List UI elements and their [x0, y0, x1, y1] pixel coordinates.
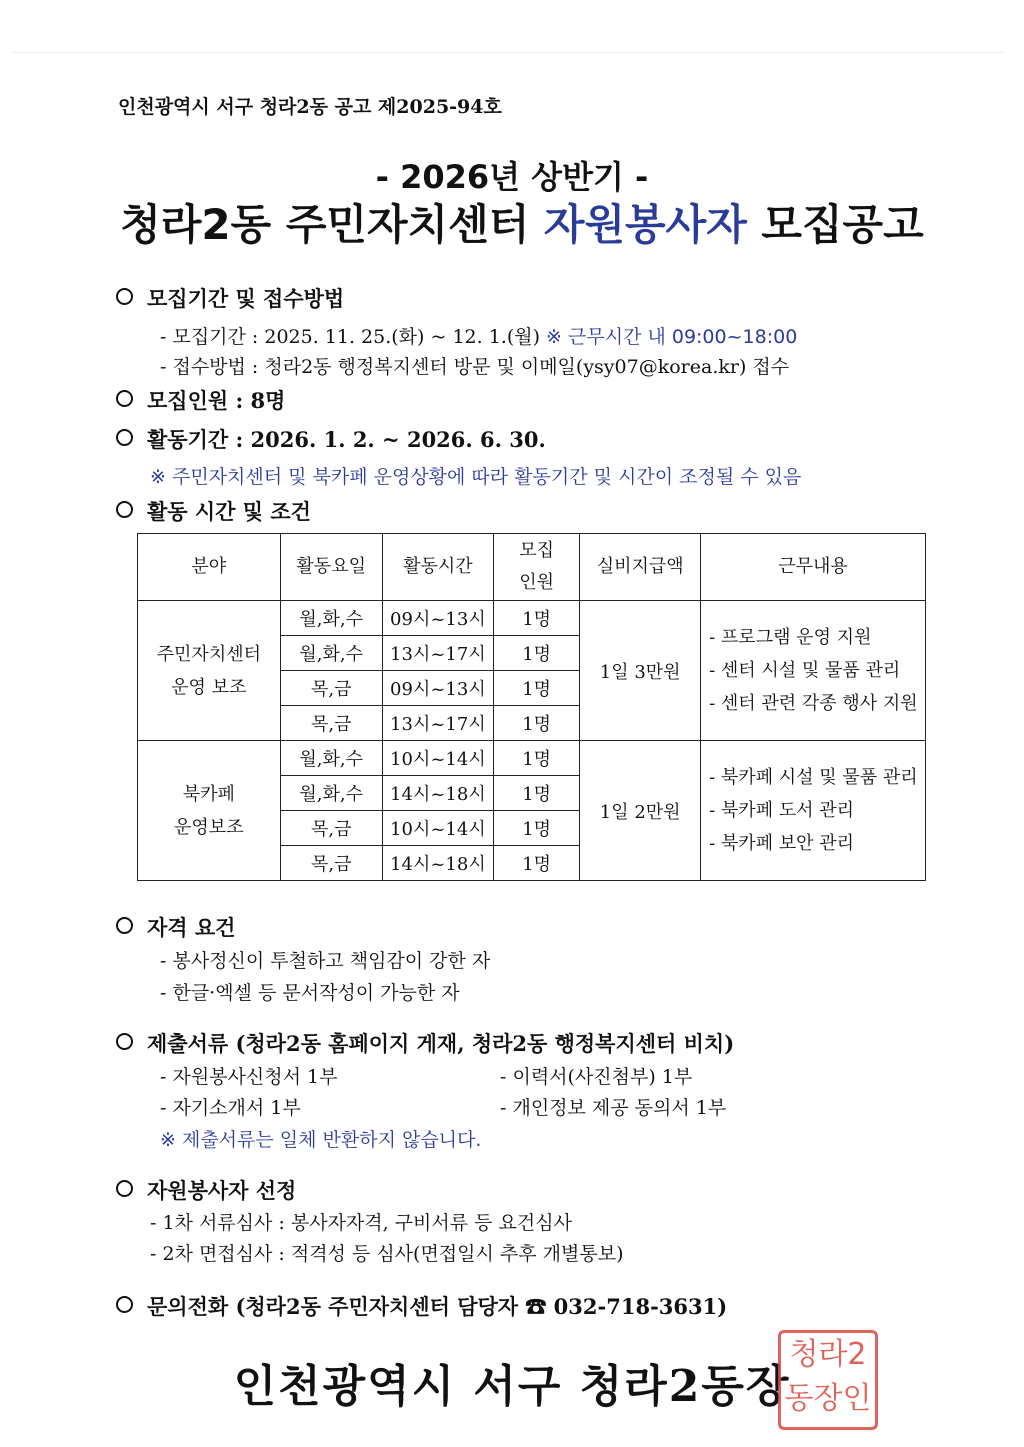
- document-item: - 자원봉사신청서 1부: [160, 1066, 338, 1088]
- activity-note: ※ 주민자치센터 및 북카페 운영상황에 따라 활동기간 및 시간이 조정될 수 있음: [150, 466, 802, 488]
- page-top-divider: [12, 52, 1004, 53]
- circle-bullet-icon: [116, 1033, 133, 1050]
- qualification-item: - 봉사정신이 투철하고 책임감이 강한 자: [160, 950, 491, 972]
- table-header: 활동시간: [382, 534, 493, 601]
- hours-cell: 13시~17시: [382, 636, 493, 671]
- headcount-cell: 1명: [493, 601, 579, 636]
- recruit-period-text: - 모집기간 : 2025. 11. 25.(화) ~ 12. 1.(월): [160, 326, 547, 348]
- hours-cell: 13시~17시: [382, 706, 493, 741]
- recruit-period: [160, 322, 797, 349]
- duty-item: - 센터 시설 및 물품 관리: [709, 660, 901, 681]
- recruit-hours-note: ※ 근무시간 내 09:00~18:00: [546, 326, 798, 348]
- days-cell: 월,화,수: [280, 776, 382, 811]
- section-heading: 활동 시간 및 조건: [147, 499, 311, 524]
- circle-bullet-icon: [116, 390, 133, 407]
- section-selection: [116, 1175, 296, 1205]
- days-cell: 목,금: [280, 671, 382, 706]
- hours-cell: 10시~14시: [382, 811, 493, 846]
- hours-cell: 14시~18시: [382, 776, 493, 811]
- section-heading: 자원봉사자 선정: [147, 1178, 297, 1203]
- section-period: [116, 283, 344, 313]
- field-cell: 주민자치센터 운영 보조: [138, 601, 281, 741]
- days-cell: 목,금: [280, 706, 382, 741]
- page-title: [0, 192, 1024, 252]
- circle-bullet-icon: [116, 1296, 133, 1313]
- hours-cell: 09시~13시: [382, 601, 493, 636]
- qualification-item: - 한글·엑셀 등 문서작성이 가능한 자: [160, 982, 460, 1004]
- circle-bullet-icon: [116, 288, 133, 305]
- section-conditions: [116, 496, 311, 526]
- days-cell: 목,금: [280, 811, 382, 846]
- pay-cell: 1일 3만원: [580, 601, 701, 741]
- document-item: - 이력서(사진첨부) 1부: [500, 1066, 693, 1088]
- headcount-cell: 1명: [493, 776, 579, 811]
- days-cell: 월,화,수: [280, 741, 382, 776]
- circle-bullet-icon: [116, 917, 133, 934]
- duties-cell: [701, 601, 926, 741]
- duty-item: - 센터 관련 각종 행사 지원: [709, 693, 918, 714]
- issuer-signature: 인천광역시 서구 청라2동장: [233, 1361, 791, 1412]
- conditions-table: [137, 533, 926, 881]
- document-item: - 자기소개서 1부: [160, 1097, 301, 1119]
- section-heading: 활동기간 : 2026. 1. 2. ~ 2026. 6. 30.: [147, 427, 546, 452]
- headcount-cell: 1명: [493, 706, 579, 741]
- table-row: [138, 601, 926, 636]
- documents-note: ※ 제출서류는 일체 반환하지 않습니다.: [160, 1129, 482, 1151]
- document-item: - 개인정보 제공 동의서 1부: [500, 1097, 727, 1119]
- section-heading: 자격 요건: [147, 915, 236, 940]
- duty-item: - 프로그램 운영 지원: [709, 627, 872, 648]
- duty-item: - 북카페 보안 관리: [709, 833, 855, 854]
- table-row: [138, 741, 926, 776]
- headcount-cell: 1명: [493, 846, 579, 881]
- circle-bullet-icon: [116, 501, 133, 518]
- hours-cell: 09시~13시: [382, 671, 493, 706]
- section-heading: 문의전화 (청라2동 주민자치센터 담당자 ☎ 032-718-3631): [147, 1294, 728, 1319]
- circle-bullet-icon: [116, 429, 133, 446]
- section-qualifications: [116, 912, 235, 942]
- official-seal-stamp: 청라2 동장인: [778, 1330, 878, 1430]
- duties-cell: [701, 741, 926, 881]
- hours-cell: 14시~18시: [382, 846, 493, 881]
- table-header: 실비지급액: [580, 534, 701, 601]
- section-heading: 모집인원 : 8명: [147, 388, 286, 413]
- section-activity-period: [116, 424, 546, 454]
- title-period: - 2026년 상반기 -: [375, 158, 649, 196]
- section-contact: [116, 1291, 727, 1321]
- headcount-cell: 1명: [493, 636, 579, 671]
- application-method: - 접수방법 : 청라2동 행정복지센터 방문 및 이메일(ysy07@korea.kr) 접수: [160, 356, 790, 378]
- headcount-cell: 1명: [493, 811, 579, 846]
- hours-cell: 10시~14시: [382, 741, 493, 776]
- selection-item: - 1차 서류심사 : 봉사자자격, 구비서류 등 요건심사: [150, 1212, 572, 1234]
- duty-item: - 북카페 시설 및 물품 관리: [709, 767, 918, 788]
- days-cell: 월,화,수: [280, 601, 382, 636]
- duty-item: - 북카페 도서 관리: [709, 800, 855, 821]
- selection-item: - 2차 면접심사 : 적격성 등 심사(면접일시 추후 개별통보): [150, 1243, 624, 1265]
- days-cell: 월,화,수: [280, 636, 382, 671]
- table-header: 근무내용: [701, 534, 926, 601]
- circle-bullet-icon: [116, 1180, 133, 1197]
- notice-number: 인천광역시 서구 청라2동 공고 제2025-94호: [118, 96, 502, 118]
- headcount-cell: 1명: [493, 671, 579, 706]
- table-header: 분야: [138, 534, 281, 601]
- section-heading: 제출서류 (청라2동 홈페이지 게재, 청라2동 행정복지센터 비치): [147, 1031, 735, 1056]
- section-headcount: [116, 385, 285, 415]
- table-header: 모집 인원: [493, 534, 579, 601]
- days-cell: 목,금: [280, 846, 382, 881]
- title-post: 모집공고: [746, 200, 924, 249]
- table-header: 활동요일: [280, 534, 382, 601]
- section-documents: [116, 1028, 734, 1058]
- section-heading: 모집기간 및 접수방법: [147, 286, 345, 311]
- headcount-cell: 1명: [493, 741, 579, 776]
- title-pre: 청라2동 주민자치센터: [120, 200, 544, 249]
- field-cell: 북카페 운영보조: [138, 741, 281, 881]
- pay-cell: 1일 2만원: [580, 741, 701, 881]
- title-highlight: 자원봉사자: [543, 200, 747, 249]
